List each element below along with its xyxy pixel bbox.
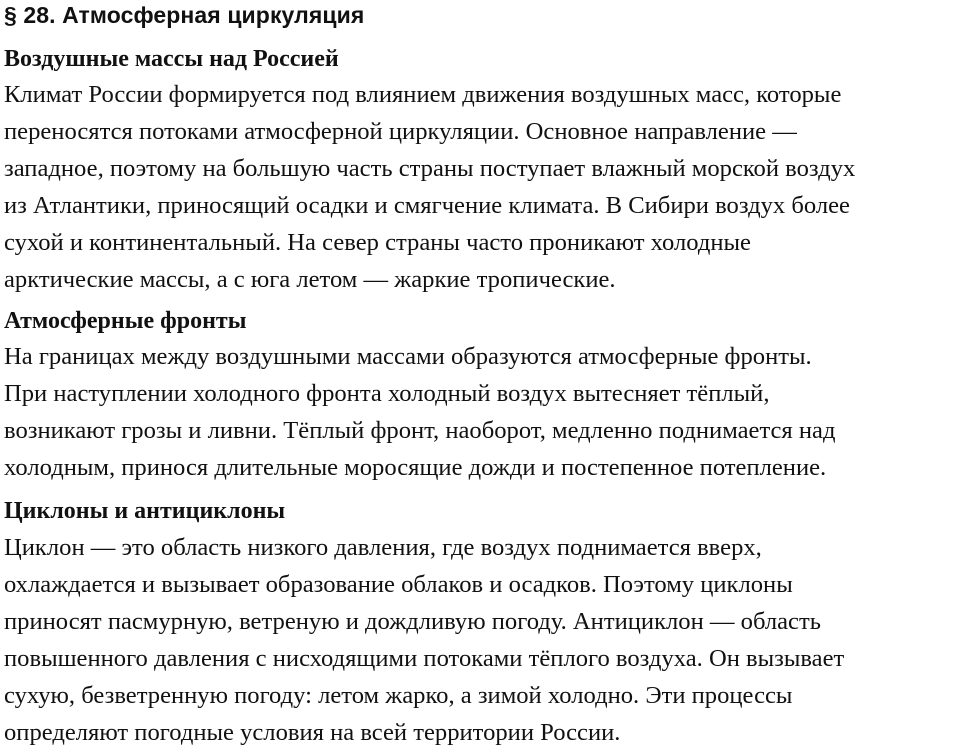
- section-text-fronts: На границах между воздушными массами образуются атмосферные фронты. При наступлении холодного фронта холодный воздух вытесняет тёплый, возникают грозы и ливни. Тёплый фронт, наоборот, медленно поднимается над холодным, принося длительные моросящие дожди и постепенное потепление.: [4, 343, 836, 481]
- section-text-air-masses: Климат России формируется под влиянием движения воздушных масс, которые переносятся потоками атмосферной циркуляции. Основное направление — западное, поэтому на большую часть страны поступает влажный морской воздух из Атлантики, приносящий осадки и смягчение климата. В Сибири воздух более сухой и континентальный. На север страны часто проникают холодные арктические массы, а с юга летом — жаркие тропические.: [4, 81, 856, 293]
- section-heading-air-masses: Воздушные массы над Россией: [4, 46, 339, 72]
- section-text-cyclones: Циклон — это область низкого давления, где воздух поднимается вверх, охлаждается и вызывает образование облаков и осадков. Поэтому циклоны приносят пасмурную, ветреную и дождливую погоду. Антициклон — область повышенного давления с нисходящими потоками тёплого воздуха. Он вызывает сухую, безветренную погоду: летом жарко, а зимой холодно. Эти процессы определяют погодные условия на всей территории России.: [4, 534, 845, 746]
- page-title: § 28. Атмосферная циркуляция: [4, 2, 365, 28]
- section-heading-fronts: Атмосферные фронты: [4, 308, 247, 334]
- document-page: [4, 0, 964, 751]
- section-heading-cyclones: Циклоны и антициклоны: [4, 498, 286, 524]
